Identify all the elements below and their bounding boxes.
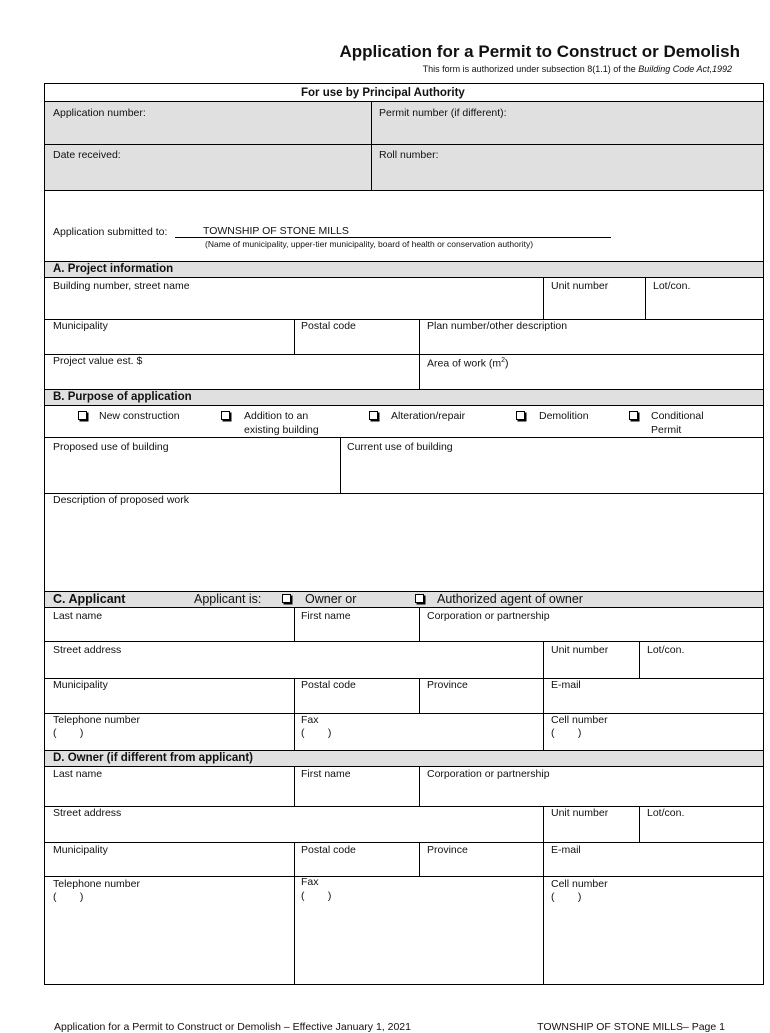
section-d-heading: D. Owner (if different from applicant) xyxy=(53,752,253,764)
owner-unit-label: Unit number xyxy=(551,807,609,819)
divider xyxy=(45,144,763,145)
authority-heading: For use by Principal Authority xyxy=(301,87,465,99)
conditional-label-line2: Permit xyxy=(651,424,682,436)
divider xyxy=(45,101,763,102)
divider xyxy=(543,678,544,750)
owner-lot-con-label: Lot/con. xyxy=(647,807,685,819)
authorization-text: This form is authorized under subsection 8(1.1) of the xyxy=(422,64,639,74)
lot-con-label: Lot/con. xyxy=(653,280,691,292)
divider xyxy=(45,766,763,767)
divider xyxy=(45,354,763,355)
divider xyxy=(45,842,763,843)
applicant-fax-label: Fax xyxy=(301,714,319,726)
current-use-label: Current use of building xyxy=(347,441,453,453)
divider xyxy=(543,842,544,984)
divider xyxy=(371,101,372,190)
agent-label: Authorized agent of owner xyxy=(437,592,583,606)
submitted-to-label: Application submitted to: xyxy=(53,226,168,238)
divider xyxy=(45,405,763,406)
act-name: Building Code Act,1992 xyxy=(638,64,732,74)
divider xyxy=(45,437,763,438)
owner-cell-label: Cell number xyxy=(551,878,608,890)
divider xyxy=(543,277,544,319)
applicant-municipality-label: Municipality xyxy=(53,679,108,691)
divider xyxy=(45,607,763,608)
conditional-permit-checkbox[interactable] xyxy=(629,411,638,420)
footer-left: Application for a Permit to Construct or Demolish – Effective January 1, 2021 xyxy=(54,1021,411,1033)
divider xyxy=(419,607,420,641)
alteration-label: Alteration/repair xyxy=(391,410,466,422)
section-c-header-bg xyxy=(45,591,763,607)
divider xyxy=(45,641,763,642)
applicant-province-label: Province xyxy=(427,679,468,691)
applicant-last-name-label: Last name xyxy=(53,610,103,622)
divider xyxy=(45,750,763,751)
addition-label-line2: existing building xyxy=(244,424,319,436)
submitted-to-value: TOWNSHIP OF STONE MILLS xyxy=(203,225,349,237)
divider xyxy=(45,190,763,191)
proposed-use-label: Proposed use of building xyxy=(53,441,169,453)
applicant-cell-area: ( ) xyxy=(551,727,582,739)
submitted-to-note: (Name of municipality, upper-tier municipality, board of health or conservation authority) xyxy=(205,239,534,249)
owner-fax-area: ( ) xyxy=(301,890,332,902)
description-label: Description of proposed work xyxy=(53,494,189,506)
addition-checkbox[interactable] xyxy=(221,411,230,420)
owner-first-name-label: First name xyxy=(301,768,351,780)
owner-postal-label: Postal code xyxy=(301,844,356,856)
area-text: Area of work (m xyxy=(427,357,502,370)
roll-number-label: Roll number: xyxy=(379,149,439,161)
divider xyxy=(45,678,763,679)
divider xyxy=(294,319,295,354)
divider xyxy=(294,842,295,984)
applicant-agent-checkbox[interactable] xyxy=(415,594,424,603)
owner-corporation-label: Corporation or partnership xyxy=(427,768,550,780)
divider xyxy=(543,641,544,678)
applicant-owner-checkbox[interactable] xyxy=(282,594,291,603)
owner-fax-label: Fax xyxy=(301,876,319,888)
postal-code-label: Postal code xyxy=(301,320,356,332)
applicant-is-label: Applicant is: xyxy=(194,592,262,606)
divider xyxy=(639,806,640,842)
demolition-checkbox[interactable] xyxy=(516,411,525,420)
municipality-label: Municipality xyxy=(53,320,108,332)
form-authorization-note xyxy=(423,64,732,74)
new-construction-label: New construction xyxy=(99,410,180,422)
project-value-label: Project value est. $ xyxy=(53,355,143,367)
applicant-postal-label: Postal code xyxy=(301,679,356,691)
owner-email-label: E-mail xyxy=(551,844,581,856)
divider xyxy=(294,678,295,750)
divider xyxy=(419,842,420,876)
applicant-lot-con-label: Lot/con. xyxy=(647,644,685,656)
date-received-label: Date received: xyxy=(53,149,121,161)
owner-or-label: Owner or xyxy=(305,592,357,606)
divider xyxy=(45,713,763,714)
footer-right: TOWNSHIP OF STONE MILLS– Page 1 xyxy=(537,1021,725,1033)
applicant-first-name-label: First name xyxy=(301,610,351,622)
building-street-label: Building number, street name xyxy=(53,280,190,292)
applicant-fax-area: ( ) xyxy=(301,727,332,739)
section-c-heading: C. Applicant xyxy=(53,592,126,606)
area-superscript: 2 xyxy=(501,357,506,364)
unit-number-label: Unit number xyxy=(551,280,609,292)
form-title: Application for a Permit to Construct or Demolish xyxy=(339,42,740,61)
divider xyxy=(45,319,763,320)
section-b-heading: B. Purpose of application xyxy=(53,391,192,403)
application-number-label: Application number: xyxy=(53,107,146,119)
owner-province-label: Province xyxy=(427,844,468,856)
applicant-cell-label: Cell number xyxy=(551,714,608,726)
divider xyxy=(294,607,295,641)
new-construction-checkbox[interactable] xyxy=(78,411,87,420)
applicant-corporation-label: Corporation or partnership xyxy=(427,610,550,622)
divider xyxy=(45,277,763,278)
divider xyxy=(45,389,763,390)
owner-telephone-area: ( ) xyxy=(53,891,84,903)
area-of-work-label xyxy=(427,355,509,370)
conditional-label-line1: Conditional xyxy=(651,410,704,422)
divider xyxy=(45,876,763,877)
permit-number-label: Permit number (if different): xyxy=(379,107,507,119)
alteration-checkbox[interactable] xyxy=(369,411,378,420)
divider xyxy=(294,766,295,806)
applicant-email-label: E-mail xyxy=(551,679,581,691)
divider xyxy=(340,437,341,493)
divider xyxy=(645,277,646,319)
divider xyxy=(419,678,420,713)
plan-number-label: Plan number/other description xyxy=(427,320,568,332)
divider xyxy=(45,261,763,262)
divider xyxy=(543,806,544,842)
section-a-heading: A. Project information xyxy=(53,263,174,275)
owner-last-name-label: Last name xyxy=(53,768,103,780)
divider xyxy=(419,766,420,806)
owner-cell-area: ( ) xyxy=(551,891,582,903)
addition-label-line1: Addition to an xyxy=(244,410,309,422)
applicant-street-label: Street address xyxy=(53,644,122,656)
owner-municipality-label: Municipality xyxy=(53,844,108,856)
area-close: ) xyxy=(505,357,509,370)
permit-form xyxy=(44,83,764,985)
demolition-label: Demolition xyxy=(539,410,589,422)
divider xyxy=(45,591,763,592)
applicant-telephone-label: Telephone number xyxy=(53,714,140,726)
owner-street-label: Street address xyxy=(53,807,122,819)
owner-telephone-label: Telephone number xyxy=(53,878,140,890)
applicant-unit-label: Unit number xyxy=(551,644,609,656)
divider xyxy=(639,641,640,678)
applicant-telephone-area: ( ) xyxy=(53,727,84,739)
